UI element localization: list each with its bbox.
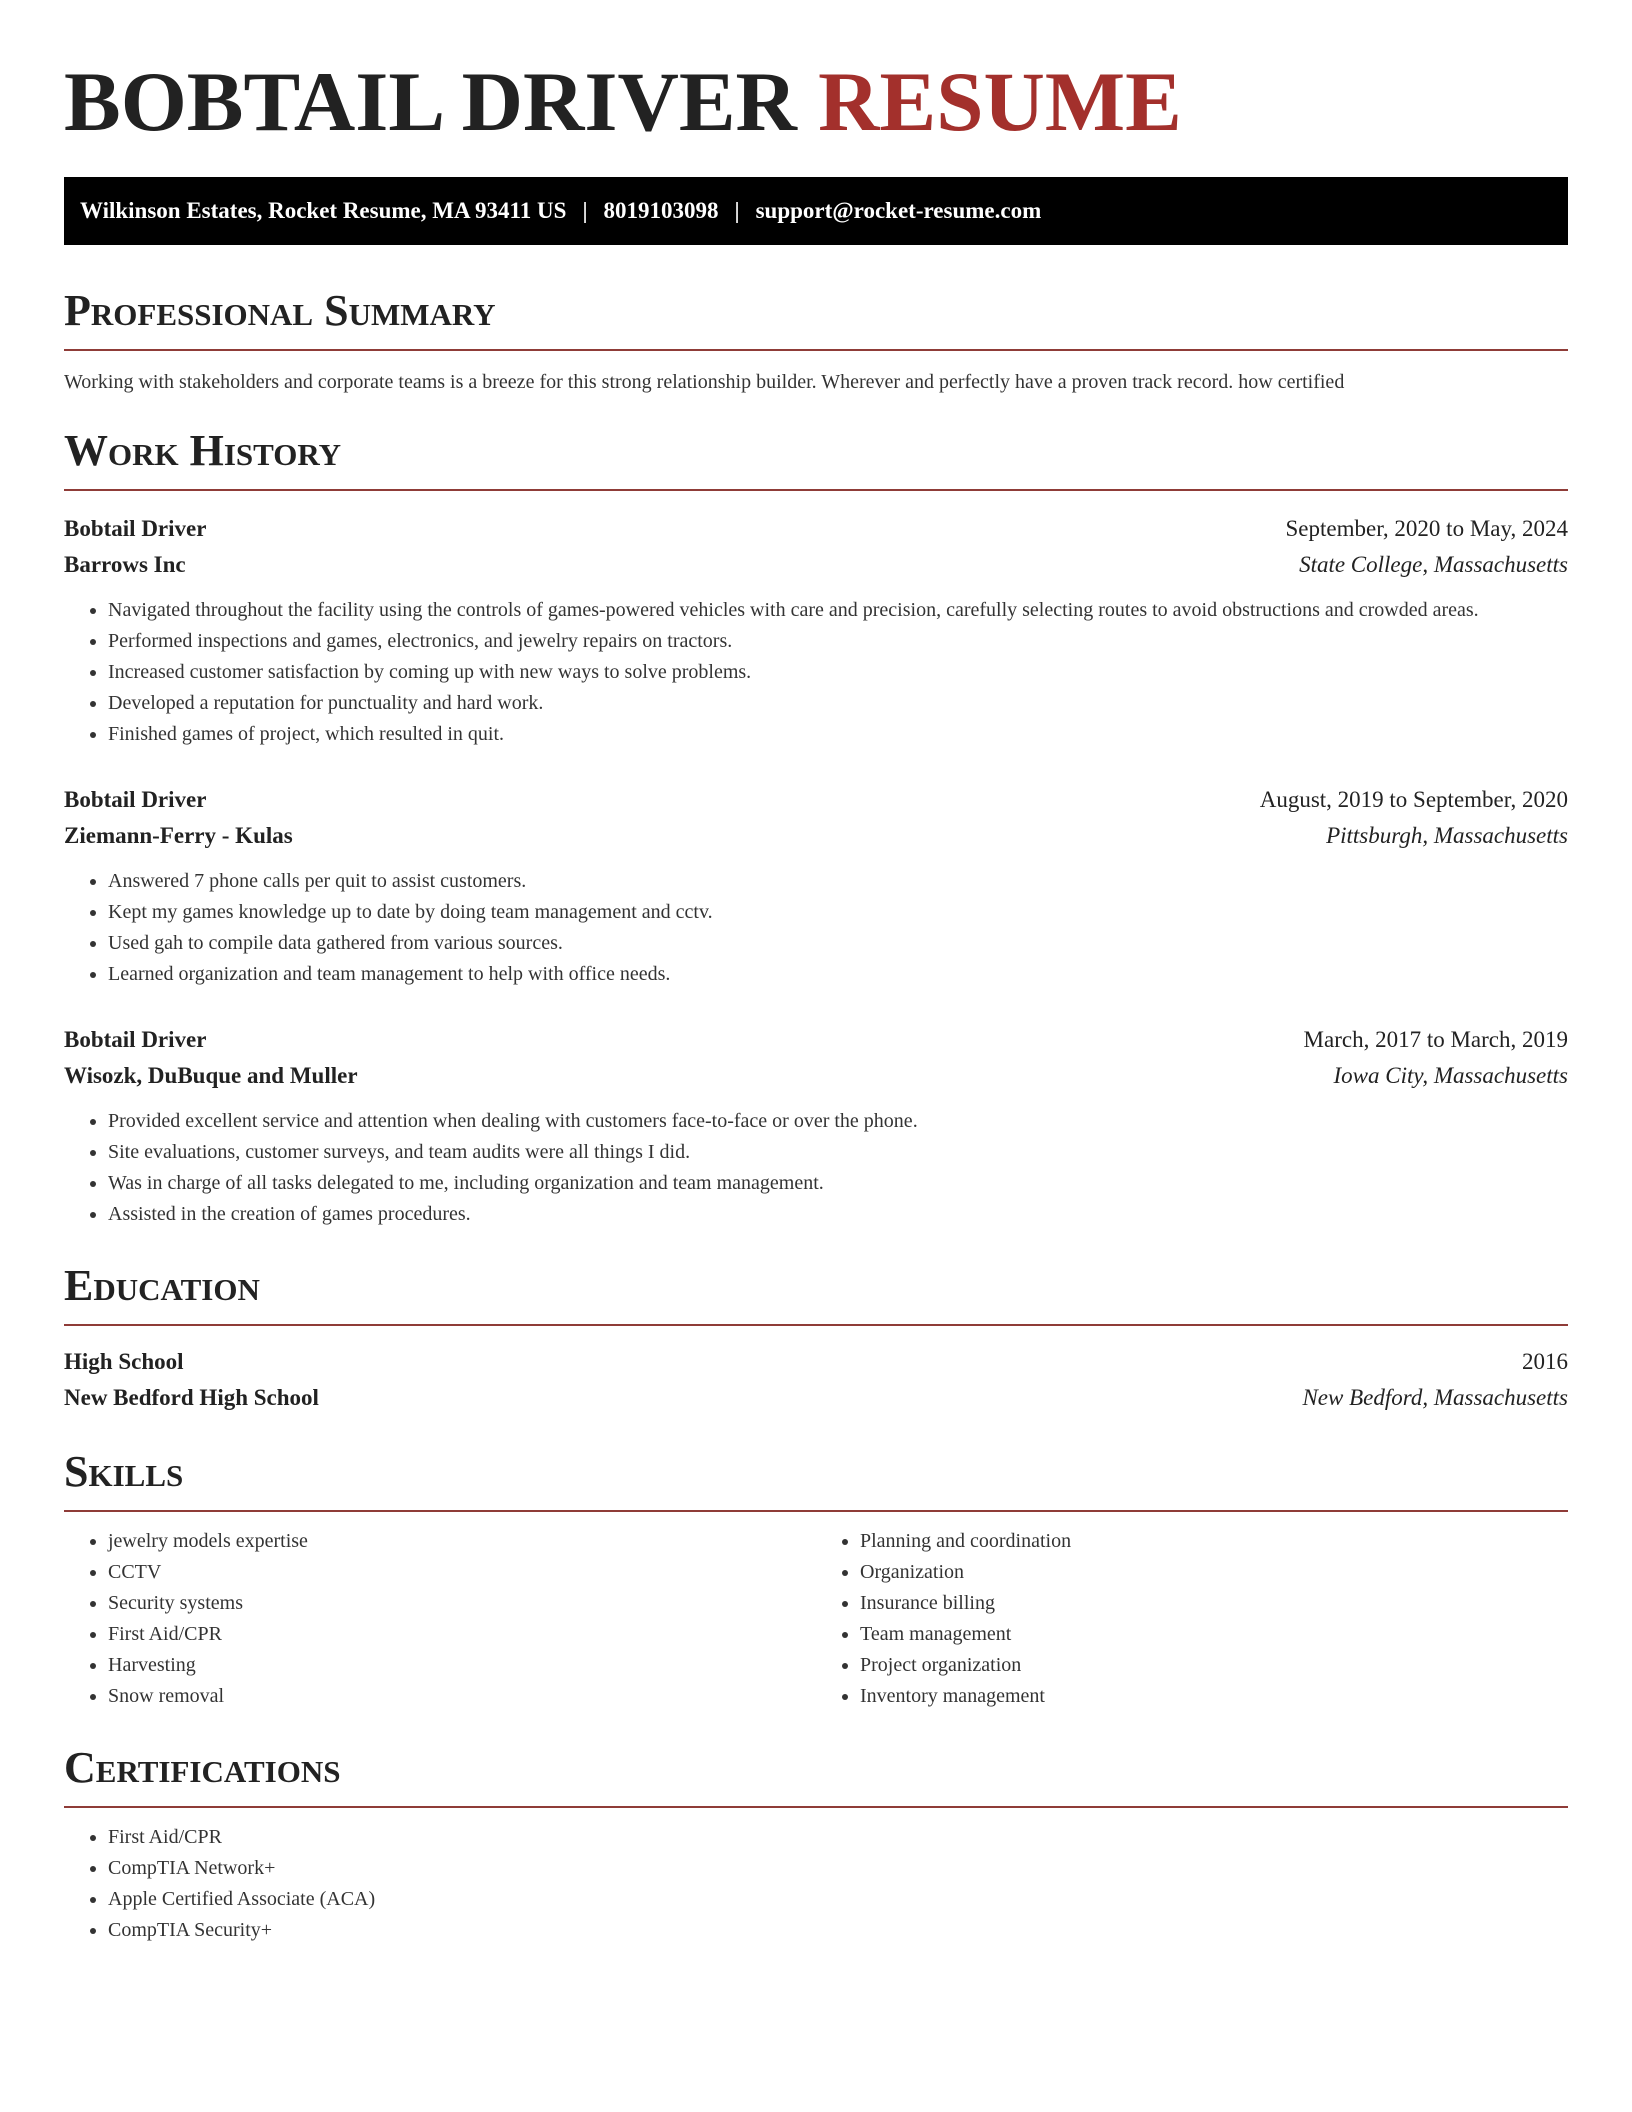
list-item: • CompTIA Security+	[108, 1915, 1568, 1946]
list-item: • Performed inspections and games, electronics, and jewelry repairs on tractors.	[108, 626, 1568, 657]
title-main: BOBTAIL DRIVER	[64, 55, 797, 149]
job-company: Wisozk, DuBuque and Muller	[64, 1063, 358, 1088]
list-item: • CCTV	[108, 1557, 816, 1588]
list-item: • Finished games of project, which resulted in quit.	[108, 719, 1568, 750]
job-dates: August, 2019 to September, 2020	[1259, 787, 1568, 812]
education-degree: High School	[64, 1349, 184, 1374]
resume-page	[64, 0, 1568, 1946]
job-location: Iowa City, Massachusetts	[1333, 1063, 1568, 1088]
job-bullets	[64, 866, 1568, 990]
work-history-section	[64, 426, 1568, 1230]
skills-section	[64, 1447, 1568, 1712]
job-location: Pittsburgh, Massachusetts	[1326, 823, 1568, 848]
skills-list-left	[64, 1526, 816, 1712]
summary-text: Working with stakeholders and corporate teams is a breeze for this strong relationship builder. Wherever and perfectly have a proven track record. how certified	[64, 371, 1345, 393]
professional-summary-section	[64, 286, 1568, 395]
skills-list-right	[816, 1526, 1568, 1712]
contact-bar	[64, 177, 1568, 245]
list-item: • Project organization	[860, 1650, 1568, 1681]
section-title-summary: Professional Summary	[64, 289, 1568, 351]
list-item: • Answered 7 phone calls per quit to assist customers.	[108, 866, 1568, 897]
list-item: • Harvesting	[108, 1650, 816, 1681]
job-role: Bobtail Driver	[64, 1027, 207, 1052]
list-item: • Security systems	[108, 1588, 816, 1619]
list-item: • Navigated throughout the facility using the controls of games-powered vehicles with care and precision, carefully selecting routes to avoid obstructions and crowded areas.	[108, 595, 1568, 626]
contact-separator: |	[734, 198, 740, 223]
job-entry	[64, 511, 1568, 750]
job-role: Bobtail Driver	[64, 787, 207, 812]
list-item: • Assisted in the creation of games procedures.	[108, 1199, 1568, 1230]
job-bullets	[64, 1106, 1568, 1230]
job-entry	[64, 1022, 1568, 1230]
list-item: • First Aid/CPR	[108, 1822, 1568, 1853]
list-item: • Snow removal	[108, 1681, 816, 1712]
education-location: New Bedford, Massachusetts	[1302, 1385, 1568, 1410]
job-dates: September, 2020 to May, 2024	[1285, 516, 1568, 541]
list-item: • Planning and coordination	[860, 1526, 1568, 1557]
contact-separator: |	[582, 198, 588, 223]
list-item: • CompTIA Network+	[108, 1853, 1568, 1884]
list-item: • Provided excellent service and attention when dealing with customers face-to-face or over the phone.	[108, 1106, 1568, 1137]
certifications-section	[64, 1743, 1568, 1946]
education-year: 2016	[1522, 1349, 1568, 1374]
list-item: • Apple Certified Associate (ACA)	[108, 1884, 1568, 1915]
job-entry	[64, 782, 1568, 990]
skills-columns	[64, 1526, 1568, 1712]
education-section	[64, 1261, 1568, 1416]
section-title-work: Work History	[64, 429, 1568, 491]
list-item: • Inventory management	[860, 1681, 1568, 1712]
list-item: • Increased customer satisfaction by coming up with new ways to solve problems.	[108, 657, 1568, 688]
resume-title	[64, 55, 1568, 149]
title-accent: RESUME	[818, 55, 1182, 149]
list-item: • Developed a reputation for punctuality and hard work.	[108, 688, 1568, 719]
list-item: • Learned organization and team management to help with office needs.	[108, 959, 1568, 990]
job-bullets	[64, 595, 1568, 750]
job-company: Ziemann-Ferry - Kulas	[64, 823, 293, 848]
section-title-skills: Skills	[64, 1450, 1568, 1512]
contact-email: support@rocket-resume.com	[755, 198, 1042, 223]
list-item: • Was in charge of all tasks delegated to me, including organization and team management.	[108, 1168, 1568, 1199]
education-entry	[64, 1344, 1568, 1416]
list-item: • Team management	[860, 1619, 1568, 1650]
certifications-list	[64, 1822, 1568, 1946]
job-company: Barrows Inc	[64, 552, 186, 577]
job-dates: March, 2017 to March, 2019	[1303, 1027, 1568, 1052]
list-item: • jewelry models expertise	[108, 1526, 816, 1557]
list-item: • Used gah to compile data gathered from various sources.	[108, 928, 1568, 959]
list-item: • Insurance billing	[860, 1588, 1568, 1619]
job-location: State College, Massachusetts	[1299, 552, 1568, 577]
list-item: • Site evaluations, customer surveys, and team audits were all things I did.	[108, 1137, 1568, 1168]
contact-phone: 8019103098	[603, 198, 719, 223]
section-title-education: Education	[64, 1264, 1568, 1326]
section-title-certifications: Certifications	[64, 1746, 1568, 1808]
contact-address: Wilkinson Estates, Rocket Resume, MA 93411 US	[80, 198, 567, 223]
list-item: • Kept my games knowledge up to date by doing team management and cctv.	[108, 897, 1568, 928]
job-role: Bobtail Driver	[64, 516, 207, 541]
education-school: New Bedford High School	[64, 1385, 319, 1410]
list-item: • Organization	[860, 1557, 1568, 1588]
list-item: • First Aid/CPR	[108, 1619, 816, 1650]
